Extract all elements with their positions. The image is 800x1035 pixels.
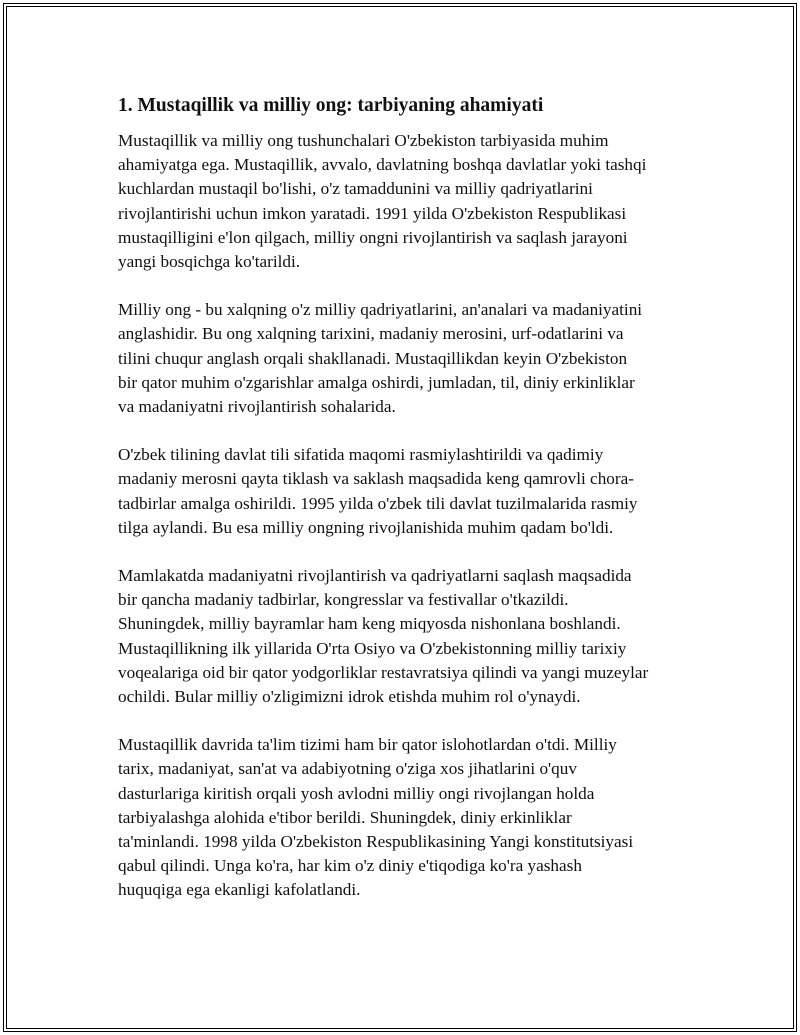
paragraph-1 xyxy=(118,129,688,274)
paragraph-line: va madaniyatni rivojlantirish sohalarida. xyxy=(118,397,396,417)
paragraph-5 xyxy=(118,733,688,902)
paragraph-line: ahamiyatga ega. Mustaqillik, avvalo, davlatning boshqa davlatlar yoki tashqi xyxy=(118,155,647,175)
paragraph-line: Mustaqillik davrida ta'lim tizimi ham bir qator islohotlardan o'tdi. Milliy xyxy=(118,735,617,755)
paragraph-2 xyxy=(118,298,688,419)
paragraph-line: anglashidir. Bu ong xalqning tarixini, madaniy merosini, urf-odatlarini va xyxy=(118,324,624,344)
document-body xyxy=(118,93,688,927)
paragraph-line: Mustaqillikning ilk yillarida O'rta Osiyo va O'zbekistonning milliy tarixiy xyxy=(118,638,627,658)
paragraph-line: yangi bosqichga ko'tarildi. xyxy=(118,252,301,272)
section-heading: 1. Mustaqillik va milliy ong: tarbiyaning ahamiyati xyxy=(118,95,544,116)
paragraph-line: Milliy ong - bu xalqning o'z milliy qadriyatlarini, an'analari va madaniyatini xyxy=(118,300,643,320)
paragraph-line: tarix, madaniyat, san'at va adabiyotning o'ziga xos jihatlarini o'quv xyxy=(118,759,577,779)
paragraph-line: Mustaqillik va milliy ong tushunchalari O'zbekiston tarbiyasida muhim xyxy=(118,131,609,150)
paragraph-line: kuchlardan mustaqil bo'lishi, o'z tamaddunini va milliy qadriyatlarini xyxy=(118,179,593,199)
paragraph-line: O'zbek tilining davlat tili sifatida maqomi rasmiylashtirildi va qadimiy xyxy=(118,445,604,465)
paragraph-line: bir qancha madaniy tadbirlar, kongresslar va festivallar o'tkazildi. xyxy=(118,590,569,610)
paragraph-line: tarbiyalashga alohida e'tibor berildi. Shuningdek, diniy erkinliklar xyxy=(118,807,572,827)
paragraph-line: ochildi. Bular milliy o'zligimizni idrok etishda muhim rol o'ynaydi. xyxy=(118,687,581,707)
paragraph-4 xyxy=(118,564,688,709)
paragraph-line: ta'minlandi. 1998 yilda O'zbekiston Respublikasining Yangi konstitutsiyasi xyxy=(118,832,634,852)
paragraph-line: voqealariga oid bir qator yodgorliklar restavratsiya qilindi va yangi muzeylar xyxy=(118,662,649,682)
paragraph-line: huquqiga ega ekanligi kafolatlandi. xyxy=(118,880,361,900)
paragraph-line: rivojlantirishi uchun imkon yaratadi. 1991 yilda O'zbekiston Respublikasi xyxy=(118,203,627,223)
paragraph-line: tilga aylandi. Bu esa milliy ongning rivojlanishida muhim qadam bo'ldi. xyxy=(118,517,614,537)
paragraph-line: Shuningdek, milliy bayramlar ham keng miqyosda nishonlana boshlandi. xyxy=(118,614,621,634)
paragraph-line: bir qator muhim o'zgarishlar amalga oshirdi, jumladan, til, diniy erkinliklar xyxy=(118,372,635,392)
paragraph-line: mustaqilligini e'lon qilgach, milliy ongni rivojlantirish va saqlash jarayoni xyxy=(118,227,628,247)
paragraph-line: dasturlariga kiritish orqali yosh avlodni milliy ongi rivojlangan holda xyxy=(118,783,595,803)
paragraph-line: tadbirlar amalga oshirildi. 1995 yilda o'zbek tili davlat tuzilmalarida rasmiy xyxy=(118,493,638,513)
paragraph-line: madaniy merosni qayta tiklash va saklash maqsadida keng qamrovli chora- xyxy=(118,469,634,489)
paragraph-3 xyxy=(118,443,688,540)
paragraph-line: qabul qilindi. Unga ko'ra, har kim o'z diniy e'tiqodiga ko'ra yashash xyxy=(118,856,582,876)
paragraph-line: tilini chuqur anglash orqali shakllanadi. Mustaqillikdan keyin O'zbekiston xyxy=(118,348,628,368)
paragraph-line: Mamlakatda madaniyatni rivojlantirish va qadriyatlarni saqlash maqsadida xyxy=(118,566,632,586)
